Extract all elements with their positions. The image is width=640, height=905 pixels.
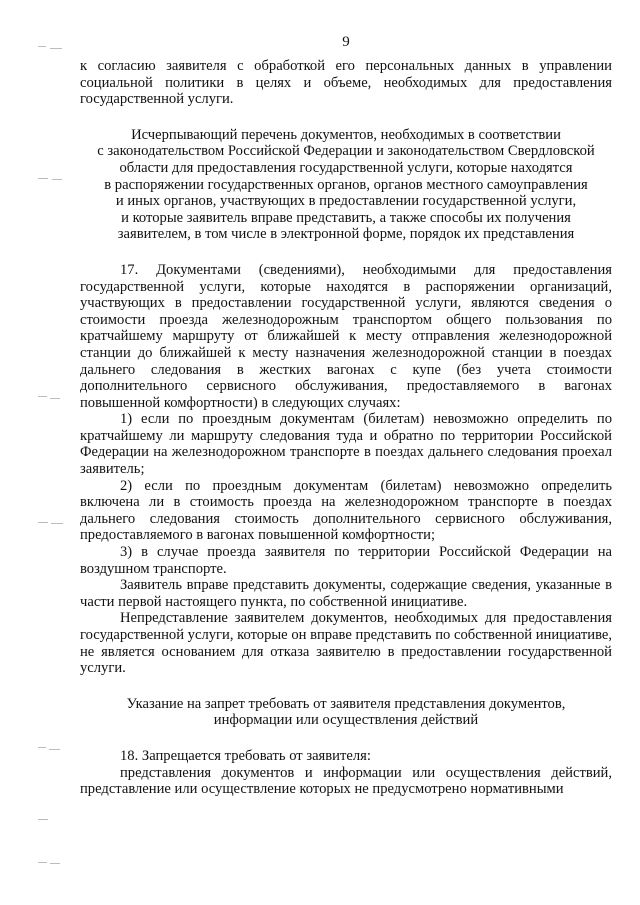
heading-line: заявителем, в том числе в электронной форме, порядок их представления <box>117 226 575 243</box>
scan-artifact <box>38 860 68 868</box>
page-number: 9 <box>342 34 350 50</box>
paragraph-18: 18. Запрещается требовать от заявителя: <box>120 747 371 764</box>
paragraph-17-item-3: 3) в случае проезда заявителя по территории Российской Федерации на воздушном транспорте. <box>80 544 612 577</box>
heading-line: информации или осуществления действий <box>213 712 479 729</box>
scan-artifact <box>38 817 68 825</box>
heading-line: с законодательством Российской Федерации и законодательством Свердловской <box>97 143 595 160</box>
scan-artifact <box>38 176 68 184</box>
paragraph-18-item: представления документов и информации или осуществления действий, представление или осуществление которых не предусмотрено нормативными <box>80 764 612 798</box>
scan-artifact <box>38 520 68 528</box>
paragraph-17: 17. Документами (сведениями), необходимыми для предоставления государственной услуги, которые находятся в распоряжении организаций, участвующих в предоставлении государственной услуги, являются сведения о стоимости проезда железнодорожным транспортом общего пользования по кратчайшему маршруту от ближайшей к месту отправления железнодорожной станции до ближайшей к месту назначения железнодорожной станции в поездах дальнего следования в жестких вагонах с купе (без учета стоимости дополнительного сервисного обслуживания, предоставляемого в вагонах повышенной комфортности) в следующих случаях: <box>80 261 612 411</box>
heading-line: и которые заявитель вправе представить, а также способы их получения <box>121 209 571 226</box>
paragraph-17-item-1: 1) если по проездным документам (билетам) невозможно определить по кратчайшему ли маршруту следования туда и обратно по территории Российской Федерации на железнодорожном транспорте в поездах дальнего следования проехал заявитель; <box>80 411 612 478</box>
heading-line: Указание на запрет требовать от заявителя представления документов, <box>126 695 566 712</box>
section-heading-prohibition <box>80 696 612 729</box>
heading-line: и иных органов, участвующих в предоставлении государственной услуги, <box>115 193 577 210</box>
section-heading-documents-list <box>80 127 612 243</box>
scan-artifact <box>38 394 68 402</box>
scan-artifact <box>38 44 68 52</box>
heading-line: области для предоставления государственной услуги, которые находятся <box>119 159 573 176</box>
paragraph-17-non-submission: Непредставление заявителем документов, необходимых для предоставления государственной услуги, которые он вправе представить по собственной инициативе, не является основанием для отказа заявителю в предоставлении государственной услуги. <box>80 610 612 677</box>
intro-paragraph: к согласию заявителя с обработкой его персональных данных в управлении социальной политики в целях и объеме, необходимых для предоставления государственной услуги. <box>80 58 612 108</box>
paragraph-17-applicant-right: Заявитель вправе представить документы, содержащие сведения, указанные в части первой настоящего пункта, по собственной инициативе. <box>80 577 612 610</box>
paragraph-17-item-2: 2) если по проездным документам (билетам) невозможно определить включена ли в стоимость проезда на железнодорожном транспорте в поездах дальнего следования стоимость дополнительного сервисного обслуживания, предоставляемого в вагонах повышенной комфортности; <box>80 477 612 544</box>
document-body <box>80 58 612 798</box>
scan-artifact <box>38 745 68 753</box>
heading-line: в распоряжении государственных органов, органов местного самоуправления <box>104 176 588 193</box>
heading-line: Исчерпывающий перечень документов, необходимых в соответствии <box>131 126 561 143</box>
